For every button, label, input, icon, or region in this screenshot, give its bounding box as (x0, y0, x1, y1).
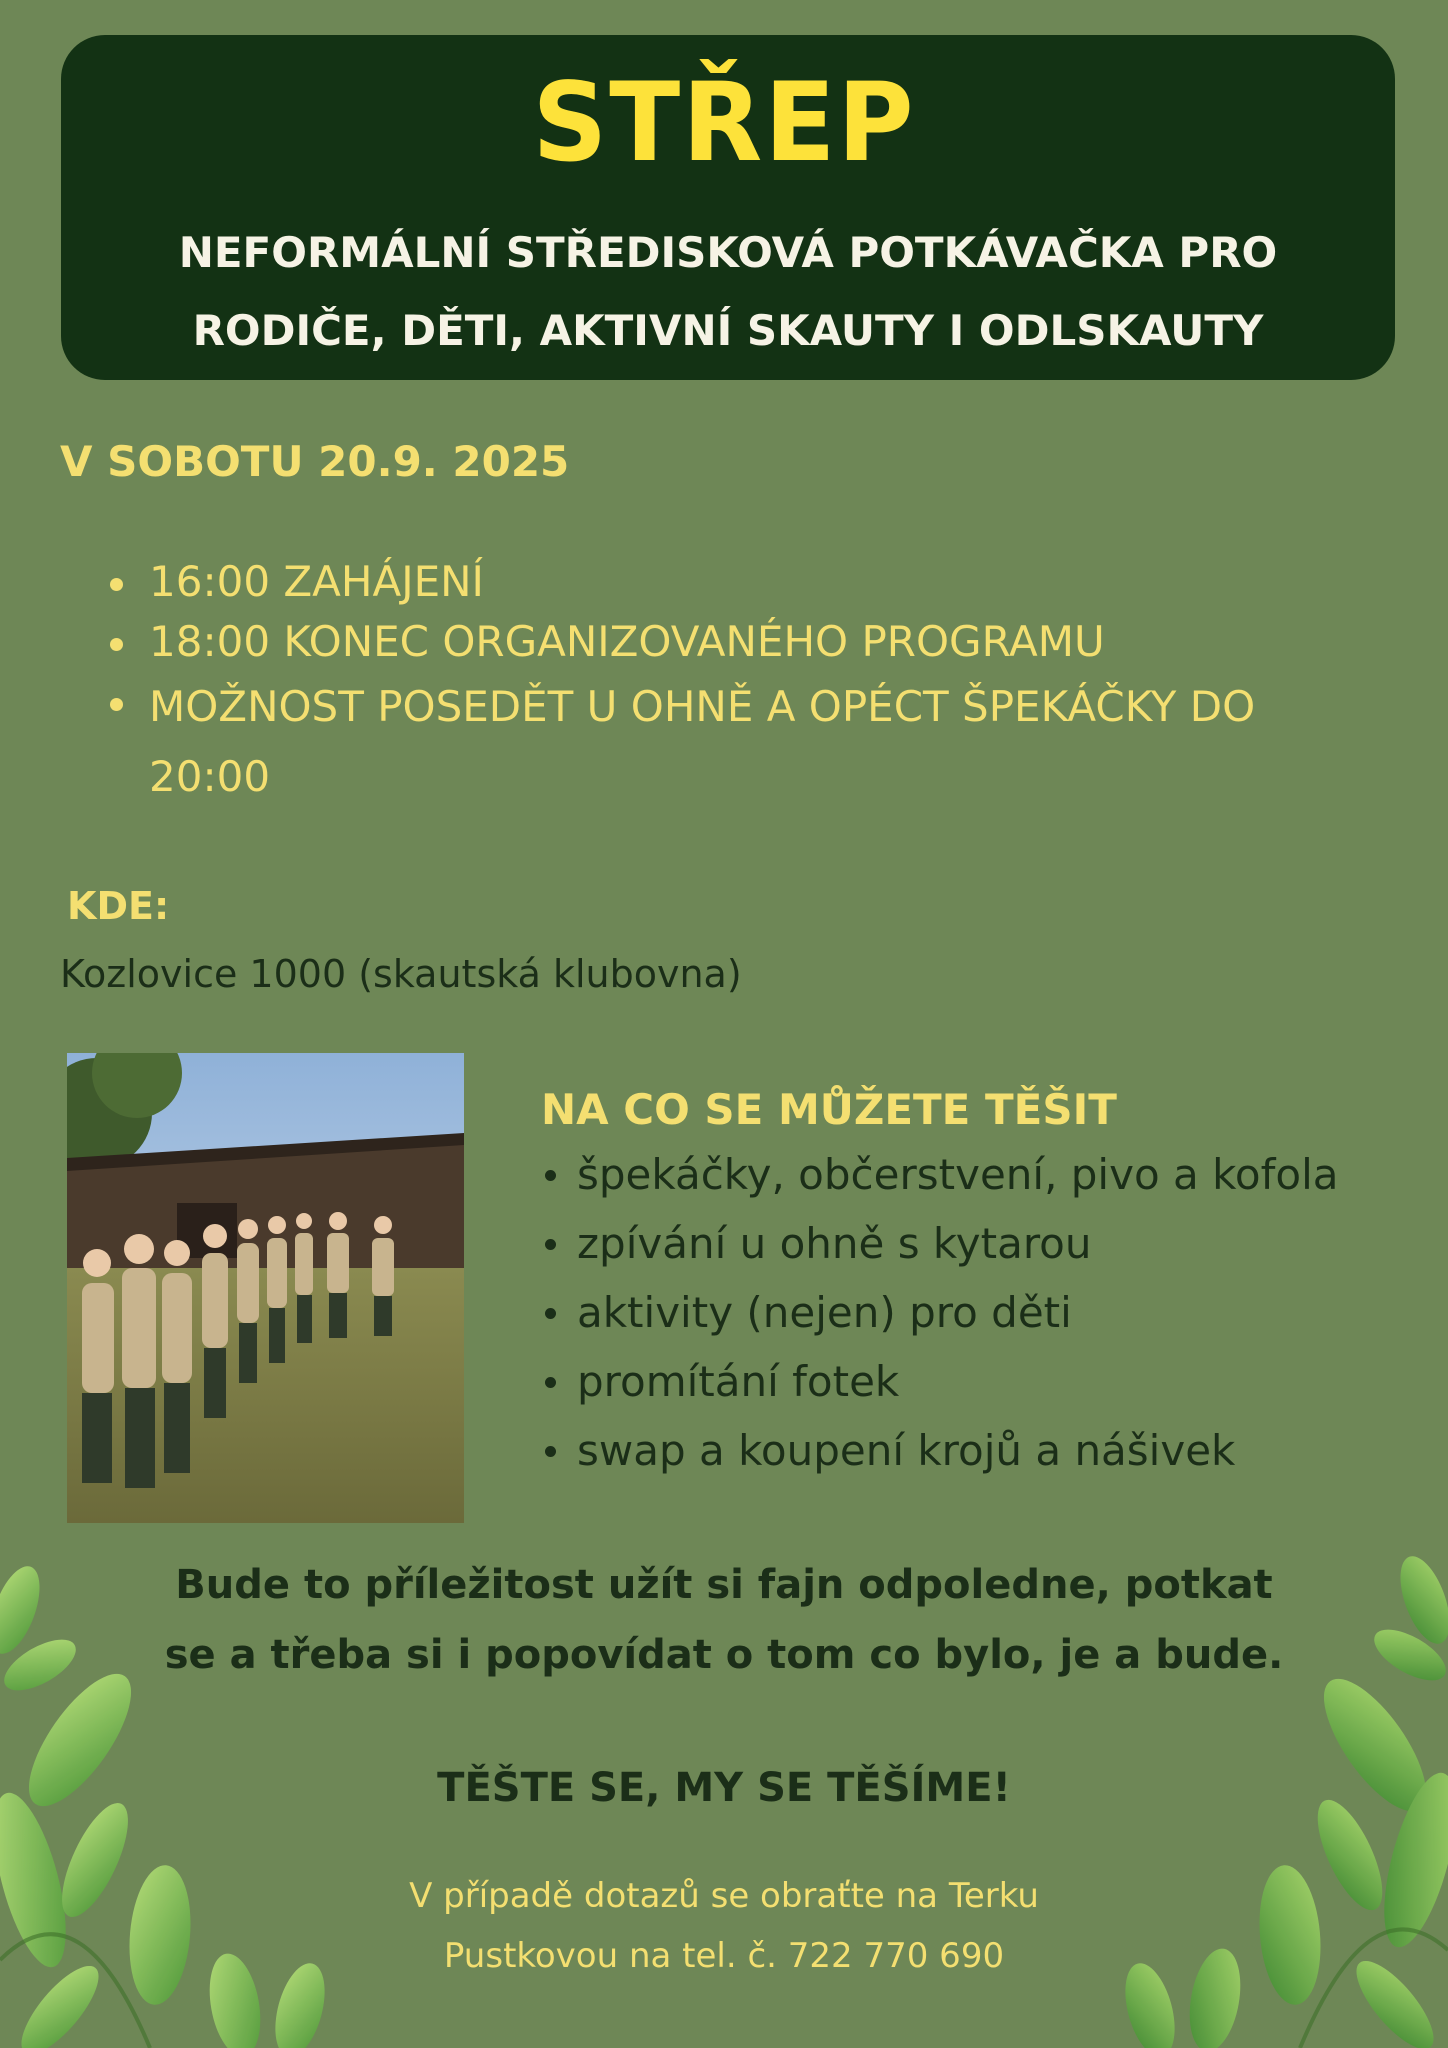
highlight-item: aktivity (nejen) pro děti (541, 1278, 1441, 1347)
scouts-photo (67, 1053, 464, 1523)
message-line-1: Bude to příležitost užít si fajn odpoledne, potkat (175, 1562, 1273, 1608)
event-date: V SOBOTU 20.9. 2025 (60, 437, 570, 486)
schedule-item: 18:00 KONEC ORGANIZOVANÉHO PROGRAMU (107, 612, 1357, 672)
closing-slogan: TĚŠTE SE, MY SE TĚŠÍME! (437, 1765, 1011, 1811)
schedule-list (107, 552, 1357, 812)
highlight-item: zpívání u ohně s kytarou (541, 1209, 1441, 1278)
schedule-item: 16:00 ZAHÁJENÍ (107, 552, 1357, 612)
highlight-item: promítání fotek (541, 1347, 1441, 1416)
strep-logo: STŘEP (532, 57, 916, 187)
subtitle-line-2: RODIČE, DĚTI, AKTIVNÍ SKAUTY I ODLSKAUTY (192, 306, 1264, 355)
location-address: Kozlovice 1000 (skautská klubovna) (60, 952, 742, 996)
schedule-item: MOŽNOST POSEDĚT U OHNĚ A OPÉCT ŠPEKÁČKY DO 20:00 (107, 672, 1357, 812)
highlight-item: špekáčky, občerstvení, pivo a kofola (541, 1140, 1441, 1209)
highlights-title: NA CO SE MŮŽETE TĚŠIT (541, 1085, 1117, 1134)
subtitle-line-1: NEFORMÁLNÍ STŘEDISKOVÁ POTKÁVAČKA PRO (178, 228, 1278, 277)
event-subtitle (61, 214, 1395, 370)
contact-info (0, 1866, 1448, 1986)
highlights-list (541, 1140, 1441, 1485)
highlight-item: swap a koupení krojů a nášivek (541, 1416, 1441, 1485)
contact-line-2: Pustkovou na tel. č. 722 770 690 (443, 1936, 1005, 1976)
contact-line-1: V případě dotazů se obraťte na Terku (409, 1876, 1039, 1916)
message-line-2: se a třeba si i popovídat o tom co bylo, je a bude. (164, 1632, 1284, 1678)
location-label: KDE: (67, 884, 170, 928)
invitation-message (0, 1550, 1448, 1690)
